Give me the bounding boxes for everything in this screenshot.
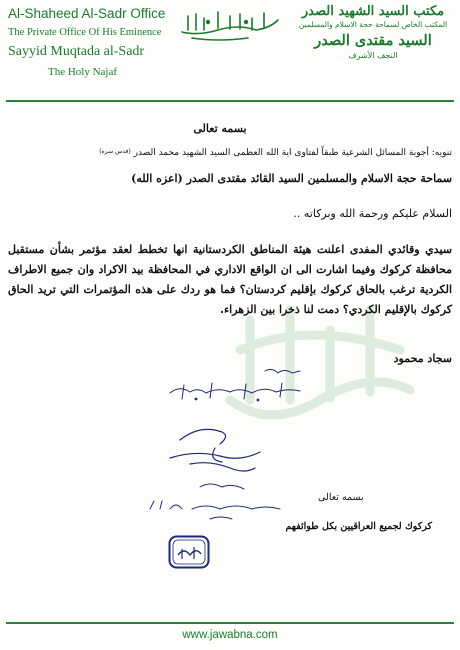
fatwa-note-seal: (قدس سره) — [99, 148, 131, 155]
handwritten-signature-icon — [160, 420, 270, 480]
fatwa-note-text: تنويه: أجوبة المسائل الشرعية طبقاً لفتاوى اية الله العظمى السيد الشهيد محمد الصدر — [133, 148, 452, 158]
office-stamp-icon — [168, 535, 210, 569]
header-arabic-block — [292, 4, 454, 60]
private-office-ar: المكتب الخاص لسماحة حجة الاسلام والمسلمين — [298, 20, 448, 29]
name-ar: السيد مقتدى الصدر — [314, 32, 432, 49]
najaf-ar: النجف الأشرف — [348, 51, 398, 60]
header-english-block — [8, 6, 168, 78]
office-title-en: Al-Shaheed Al-Sadr Office — [8, 6, 166, 21]
fatwa-note — [96, 148, 452, 158]
private-office-en: The Private Office Of His Eminence — [8, 27, 162, 38]
reply-text: كركوك لجميع العراقيين بكل طوائفهم — [285, 521, 432, 532]
letter-body: سيدي وقائدي المفدى اعلنت هيئة المناطق الكردستانية انها تخطط لعقد مؤتمر بشأن مستقبل محافظة كركوك وفيما اشارت الى ان الواقع الاداري في المحافظة بيد الاكراد وان جميع الاطراف الكردية ترغب بالحاق كركوك بإقليم كردستان؟ فما هو ردك على هذه المؤتمرات التي تريد الحاق كركوك بالإقليم الكردي؟ دمت لنا ذخرا بين الزهراء. — [8, 243, 452, 316]
handwritten-date-icon — [140, 475, 290, 535]
reply-title: بسمه تعالى — [318, 492, 364, 503]
letter-signer: سجاد محمود — [393, 352, 452, 365]
handwritten-reply-icon — [160, 365, 310, 407]
header-divider — [6, 100, 454, 102]
letter-address: سماحة حجة الاسلام والمسلمين السيد القائد مقتدى الصدر (اعزه الله) — [131, 172, 452, 185]
letter-greeting: السلام عليكم ورحمة الله وبركاته .. — [293, 207, 452, 220]
letter-title: بسمه تعالى — [193, 122, 247, 135]
footer-divider — [6, 622, 454, 624]
name-en: Sayyid Muqtada al-Sadr — [8, 44, 145, 59]
footer-website: www.jawabna.com — [182, 629, 278, 641]
bismillah-calligraphy-icon — [178, 8, 283, 42]
najaf-en: The Holy Najaf — [48, 66, 118, 78]
office-title-ar: مكتب السيد الشهيد الصدر — [301, 4, 445, 19]
